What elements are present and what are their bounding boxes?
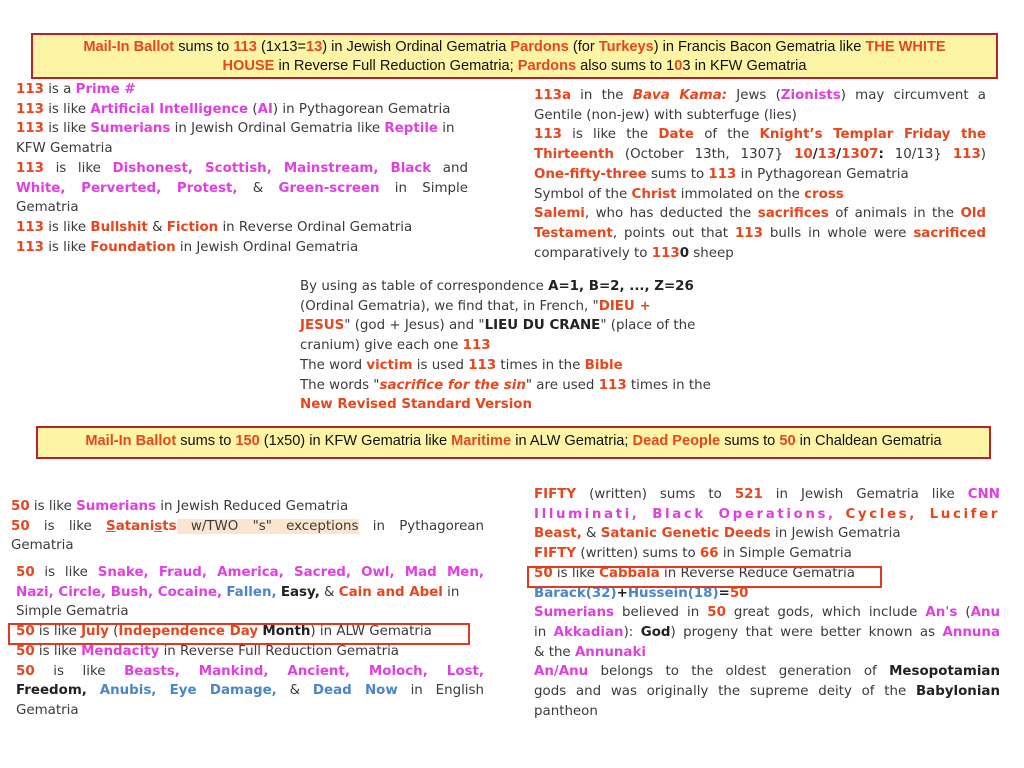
fact-line: Freedom, Anubis, Eye Damage, & Dead Now in English (16, 683, 484, 699)
fact-line: 113a in the Bava Kama: Jews (Zionists) may circumvent a (534, 88, 986, 103)
fact-line: 113 is like Bullshit & Fiction in Reverse Ordinal Gematria (16, 219, 413, 235)
fact-line: Gematria (11, 538, 74, 554)
fact-line: gods and was originally the supreme deity of the Babylonian (534, 684, 1000, 700)
fact-line: Simple Gematria (16, 604, 129, 620)
fact-line: Illuminati, Black Operations, Cycles, Lucifer (534, 506, 1000, 522)
fact-line: JESUS" (god + Jesus) and "LIEU DU CRANE" (place of the (300, 318, 696, 334)
fact-line: 113 is like Sumerians in Jewish Ordinal Gematria like Reptile in (16, 121, 455, 137)
center-block (300, 277, 730, 415)
fact-line: 113 is like Foundation in Jewish Ordinal Gematria (16, 239, 359, 255)
fact-line: FIFTY (written) sums to 521 in Jewish Gematria like CNN (534, 487, 1000, 502)
fact-line: 113 is like the Date of the Knight’s Templar Friday the (534, 127, 986, 143)
fact-line: FIFTY (written) sums to 66 in Simple Gematria (534, 546, 852, 562)
fact-line: Gematria (16, 702, 79, 718)
fact-line: The words "sacrifice for the sin" are used 113 times in the (300, 377, 711, 393)
fact-line: KFW Gematria (16, 141, 113, 157)
right-top-block (534, 86, 986, 263)
fact-line: Beast, & Satanic Genetic Deeds in Jewish Gematria (534, 526, 901, 542)
fact-line: By using as table of correspondence A=1, B=2, ..., Z=26 (300, 279, 694, 294)
fact-line: 50 is like Satanists w/TWO "s" exceptions in Pythagorean (11, 518, 485, 534)
fact-line: 50 is like July (Independence Day Month) in ALW Gematria (16, 624, 432, 640)
left-top-block (16, 80, 468, 257)
fact-line: Sumerians believed in 50 great gods, which include An's (Anu (534, 605, 1000, 621)
right-bottom-block (534, 485, 1000, 721)
cabbala-highlight-box (527, 566, 882, 588)
fact-line: in Akkadian): God) progeny that were better known as Annuna (534, 624, 1000, 640)
top-banner-line-1: Mail-In Ballot sums to 113 (1x13=13) in Jewish Ordinal Gematria Pardons (for Turkeys) in Francis Bacon Gematria like THE WHITE (83, 39, 946, 55)
fact-line: Testament, points out that 113 bulls in whole were sacrificed (534, 225, 986, 241)
fact-line: 50 is like Sumerians in Jewish Reduced Gematria (11, 499, 349, 514)
fact-line: An/Anu belongs to the oldest generation of Mesopotamian (534, 664, 1000, 680)
fact-line: cranium) give each one 113 (300, 338, 491, 354)
fact-line: 50 is like Beasts, Mankind, Ancient, Moloch, Lost, (16, 663, 484, 679)
july-highlight-box (8, 623, 470, 645)
fact-line: Symbol of the Christ immolated on the cross (534, 186, 844, 202)
top-banner-line-2: HOUSE in Reverse Full Reduction Gematria; Pardons also sums to 103 in KFW Gematria (222, 58, 807, 74)
fact-line: The word victim is used 113 times in the Bible (300, 357, 623, 373)
fact-line: 50 is like Cabbala in Reverse Reduce Gematria (534, 565, 855, 581)
fact-line: Gematria (16, 200, 79, 216)
fact-line: Barack(32)+Hussein(18)=50 (534, 585, 749, 601)
fact-line: White, Perverted, Protest, & Green-screen in Simple (16, 180, 468, 196)
fact-line: & the Annunaki (534, 644, 646, 660)
fact-line: Gentile (non-jew) with subterfuge (lies) (534, 107, 797, 123)
fact-line: 113 is like Dishonest, Scottish, Mainstream, Black and (16, 160, 468, 176)
fact-line: 113 is like Artificial Intelligence (AI) in Pythagorean Gematria (16, 101, 451, 117)
fact-line: (Ordinal Gematria), we find that, in French, "DIEU + (300, 298, 651, 314)
fact-line: comparatively to 1130 sheep (534, 245, 734, 261)
fact-line: 50 is like Mendacity in Reverse Full Reduction Gematria (16, 643, 400, 659)
left-bottom-block-a (11, 497, 484, 556)
fact-line: One-fifty-three sums to 113 in Pythagorean Gematria (534, 166, 909, 182)
fact-line: pantheon (534, 703, 598, 719)
fact-line: 50 is like Snake, Fraud, America, Sacred, Owl, Mad Men, (16, 565, 484, 580)
top-banner (31, 33, 998, 79)
fact-line: Nazi, Circle, Bush, Cocaine, Fallen, Easy, & Cain and Abel in (16, 584, 460, 600)
fact-line: New Revised Standard Version (300, 397, 533, 413)
middle-banner: Mail-In Ballot sums to 150 (1x50) in KFW Gematria like Maritime in ALW Gematria; Dead People sums to 50 in Chaldean Gematria (36, 426, 991, 459)
fact-line: Salemi, who has deducted the sacrifices of animals in the Old (534, 206, 986, 222)
fact-line: 113 is a Prime # (16, 82, 136, 97)
fact-line: Thirteenth (October 13th, 1307} 10/13/1307: 10/13} 113) (534, 147, 986, 163)
